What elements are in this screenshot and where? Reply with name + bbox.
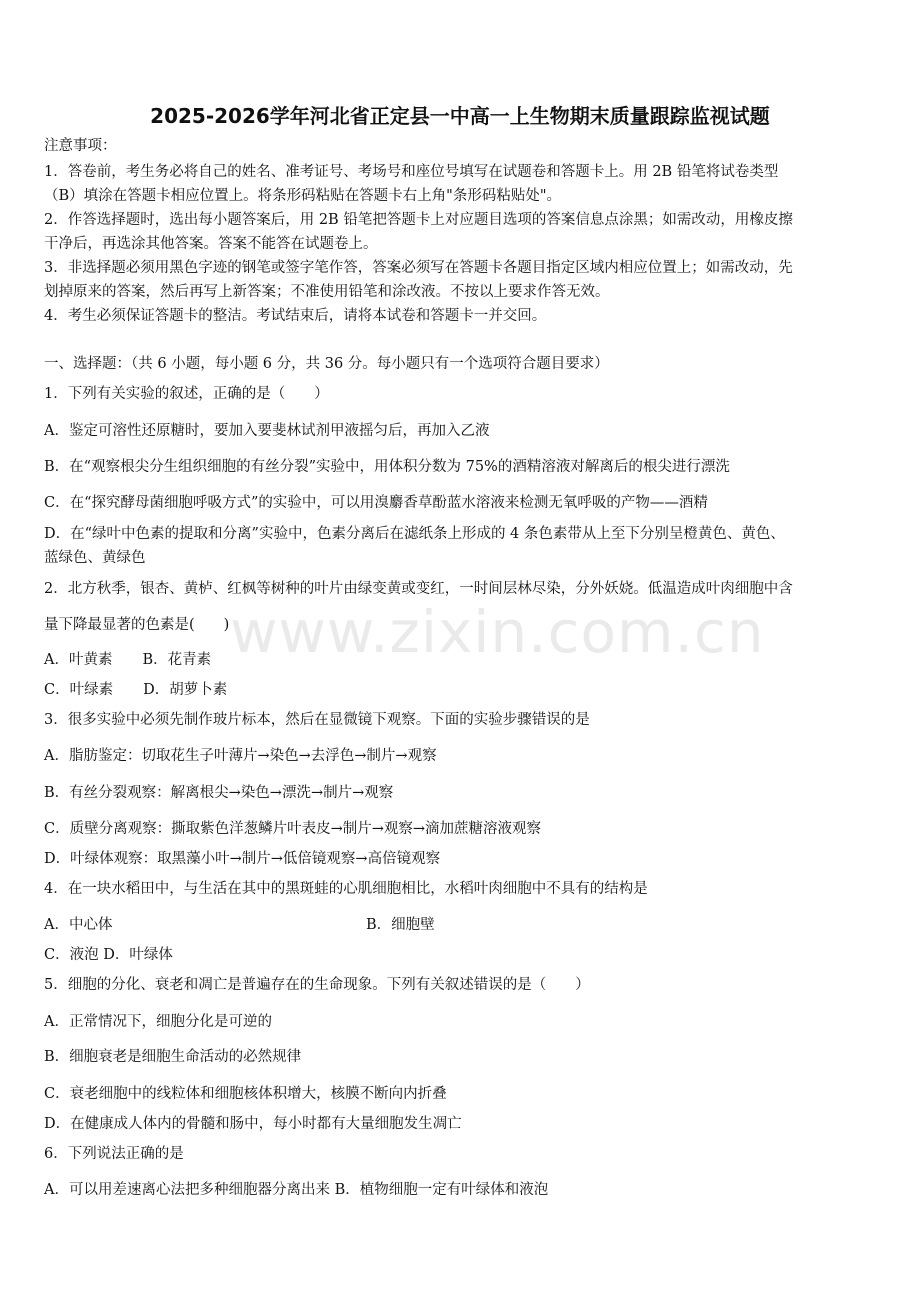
option-1d: D．在“绿叶中色素的提取和分离”实验中，色素分离后在滤纸条上形成的 4 条色素带从上至下分别呈橙黄色、黄色、 <box>44 526 785 542</box>
section-heading: 一、选择题：（共 6 小题，每小题 6 分，共 36 分。每小题只有一个选项符合题目要求） <box>44 356 609 372</box>
option-6ab: A．可以用差速离心法把多种细胞器分离出来 B．植物细胞一定有叶绿体和液泡 <box>44 1182 549 1198</box>
option-4b: B．细胞壁 <box>366 917 435 933</box>
page-title: 2025-2026学年河北省正定县一中高一上生物期末质量跟踪监视试题 <box>150 104 770 128</box>
option-1c: C．在“探究酵母菌细胞呼吸方式”的实验中，可以用溴麝香草酚蓝水溶液来检测无氧呼吸的产物——酒精 <box>44 495 708 511</box>
notice-line: 1．答卷前，考生务必将自己的姓名、准考证号、考场号和座位号填写在试题卷和答题卡上。用 2B 铅笔将试卷类型 <box>44 164 779 180</box>
notice-line: 划掉原来的答案，然后再写上新答案；不准使用铅笔和涂改液。不按以上要求作答无效。 <box>44 284 610 300</box>
options-2cd <box>44 680 884 700</box>
notice-line: 2．作答选择题时，选出每小题答案后，用 2B 铅笔把答题卡上对应题目选项的答案信息点涂黑；如需改动，用橡皮擦 <box>44 212 793 228</box>
option-1b: B．在“观察根尖分生组织细胞的有丝分裂”实验中，用体积分数为 75%的酒精溶液对解离后的根尖进行漂洗 <box>44 459 730 475</box>
question-stem-3: 3．很多实验中必须先制作玻片标本，然后在显微镜下观察。下面的实验步骤错误的是 <box>44 712 590 728</box>
option-2c: C．叶绿素 <box>44 682 114 698</box>
notice-line: 干净后，再选涂其他答案。答案不能答在试题卷上。 <box>44 236 378 252</box>
option-4a: A．中心体 <box>44 917 113 933</box>
option-5d: D．在健康成人体内的骨髓和肠中，每小时都有大量细胞发生凋亡 <box>44 1116 462 1132</box>
option-5b: B．细胞衰老是细胞生命活动的必然规律 <box>44 1049 302 1065</box>
option-5c: C．衰老细胞中的线粒体和细胞核体积增大，核膜不断向内折叠 <box>44 1086 447 1102</box>
notice-heading: 注意事项： <box>44 138 117 154</box>
question-stem-2: 2．北方秋季，银杏、黄栌、红枫等树种的叶片由绿变黄或变红，一时间层林尽染，分外妖娆。低温造成叶肉细胞中含 <box>44 581 793 597</box>
option-1d-cont: 蓝绿色、黄绿色 <box>44 550 146 566</box>
option-2b: B．花青素 <box>142 652 212 668</box>
question-stem-2-cont: 量下降最显著的色素是( ) <box>44 617 230 633</box>
question-stem-1: 1．下列有关实验的叙述，正确的是（ ） <box>44 386 329 402</box>
option-3b: B．有丝分裂观察：解离根尖→染色→漂洗→制片→观察 <box>44 785 394 801</box>
option-5a: A．正常情况下，细胞分化是可逆的 <box>44 1014 272 1030</box>
question-stem-6: 6．下列说法正确的是 <box>44 1146 184 1162</box>
option-4cd: C．液泡 D．叶绿体 <box>44 947 173 963</box>
notice-line: 4．考生必须保证答题卡的整洁。考试结束后，请将本试卷和答题卡一并交回。 <box>44 308 547 324</box>
question-stem-5: 5．细胞的分化、衰老和凋亡是普遍存在的生命现象。下列有关叙述错误的是（ ） <box>44 977 590 993</box>
option-2d: D．胡萝卜素 <box>143 682 228 698</box>
watermark: www.zixin.com.cn <box>230 598 765 666</box>
options-2ab <box>44 650 884 670</box>
option-2a: A．叶黄素 <box>44 652 113 668</box>
notice-line: 3．非选择题必须用黑色字迹的钢笔或签字笔作答，答案必须写在答题卡各题目指定区域内相应位置上；如需改动，先 <box>44 260 793 276</box>
question-stem-4: 4．在一块水稻田中，与生活在其中的黑斑蛙的心肌细胞相比，水稻叶肉细胞中不具有的结构是 <box>44 881 648 897</box>
option-3c: C．质壁分离观察：撕取紫色洋葱鳞片叶表皮→制片→观察→滴加蔗糖溶液观察 <box>44 821 542 837</box>
notice-line: （B）填涂在答题卡相应位置上。将条形码粘贴在答题卡右上角"条形码粘贴处"。 <box>44 188 561 204</box>
option-1a: A．鉴定可溶性还原糖时，要加入要斐林试剂甲液摇匀后，再加入乙液 <box>44 423 490 439</box>
option-3d: D．叶绿体观察：取黑藻小叶→制片→低倍镜观察→高倍镜观察 <box>44 851 441 867</box>
option-3a: A．脂肪鉴定：切取花生子叶薄片→染色→去浮色→制片→观察 <box>44 748 437 764</box>
